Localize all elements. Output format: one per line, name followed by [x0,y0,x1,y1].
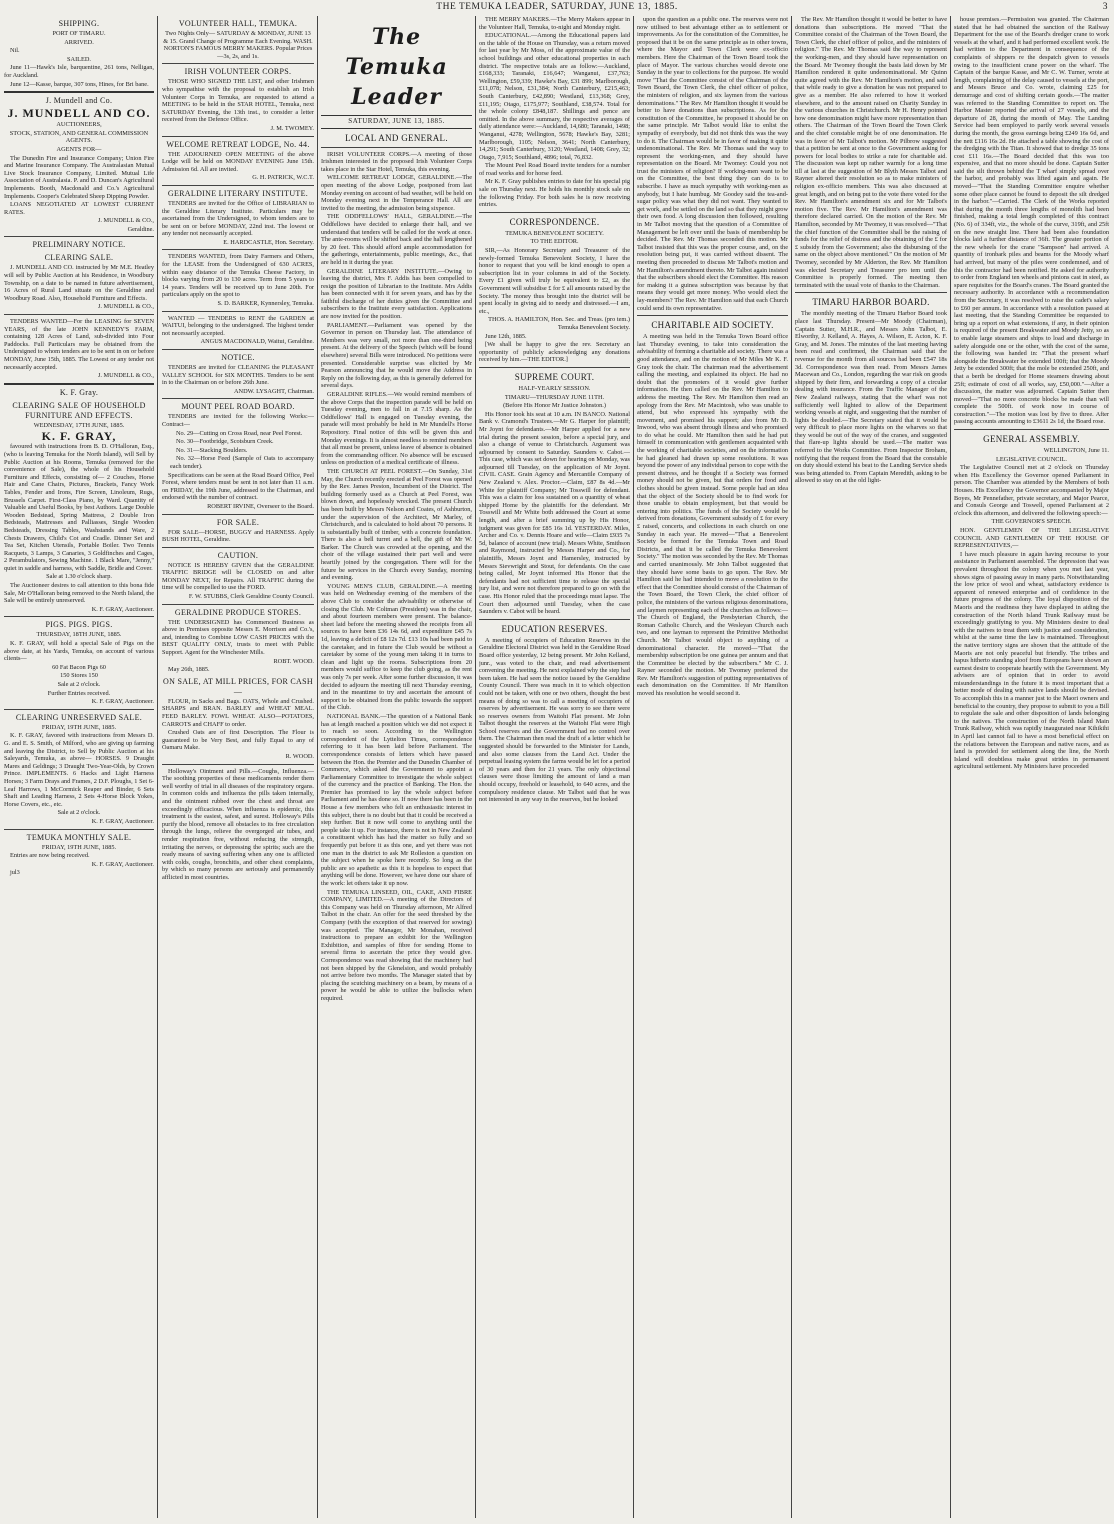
divider [162,136,314,137]
column-rule [633,16,634,1518]
advert-heading: GERALDINE LITERARY INSTITUTE. [167,188,309,198]
column-5 [637,16,788,1518]
advert-subline: STOCK, STATION, AND GENERAL COMMISSION AGENTS. [9,129,149,145]
sailed-entry: June 11—Hawk's Isle, barquentine, 261 tons, Nelligan, for Auckland. [4,64,154,79]
dateline: WELLINGTON, June 11. [1043,447,1109,455]
advert-heading: MOUNT PEEL ROAD BOARD. [181,402,295,412]
divider [637,315,788,316]
running-header [0,0,1114,14]
advert-text: TENDERS are invited for the Office of LIBRARIAN to the Geraldine Literary Institute. Particulars may be ascertained from the Undersigned, to whom tenders are to be sent on or before MONDAY, 22nd inst. The lowest or any tender not necessarily accepted. [162,199,314,238]
news-paragraph: The Mount Peel Road Board invite tenders for a number of road works and for horse feed. [479,162,630,177]
advert-heading: GERALDINE PRODUCE STORES. [174,607,302,617]
advert-date: May 26th, 1885. [168,666,210,674]
section-heading: CORRESPONDENCE. [509,216,600,227]
divider [479,367,630,368]
signature: S. D. BARKER, Kynnersley, Temuka. [217,300,314,308]
signature: K. F. GRAY, Auctioneer. [91,817,154,825]
loans-text: LOANS NEGOTIATED AT LOWEST CURRENT RATES. [4,201,154,216]
sale-text: K. F. GRAY, favored with instructions from Messrs D. G. and E. S. Smith, of Milford, who are giving up farming and leaving the District, to Sell by Public Auction at his Saleyards, Temuka, as above— HORSES. 9 Draught Mares and Geldings; 3 Draught Two-Year-Olds, by Crown Prince. IMPLEMENTS. 6 Hacks and Light Harness Horses; 3 Farm Drays and Frames, 2 D.F. Ploughs, 1 Set 6-Leaf Harrows, 1 McCormick Reaper and Binder, 6 Sets Shaft and Leading Harness, 2 Sets 4-Horse Block Yokes, Horse Covers, etc., etc. [4,732,154,808]
advert-display-name: J. MUNDELL AND CO. [7,106,151,121]
arrived-value: Nil. [10,47,20,55]
section-heading: LOCAL AND GENERAL. [345,132,448,143]
court-subheading: HALF-YEARLY SESSION. [518,384,591,392]
letter-to: TO THE EDITOR. [530,238,579,246]
news-paragraph: EDUCATIONAL.—Among the Educational papers laid on the table of the House on Thursday, was a return moved for last year by Mr Moss, of the approximate value of the school buildings and other educational properties in each district. The respective totals are as follow:—Auckland, £168,333; Taranaki, £16,647; Wanganui, £37,763; Wellington, £59,339; Hawke's Bay, £31 899; Marlborough, £11,078; Nelson, £31,384; North Canterbury, £215,463; South Canterbury, £42,890; Westland, £13,368; Grey, £11,195; Otago, £175,977; Southland, £38,574. Total for the whole colony £848,187. Shillings and pence are omitted. In the above summary, the respective averages of daily attendance were:—Auckland, 14,680; Taranaki, 1498; Wanganui, 4278; Wellington, 5678; Hawke's Bay, 3281; Marlborough, 1105; Nelson, 3641; North Canterbury, 14,291; South Canterbury, 3120; Westland, 1408; Grey, 32; Otago, 7,915; Southland, 4896; total, 76,832. [479,32,630,161]
signature: ANGUS MACDONALD, Waitui, Geraldine. [200,338,314,346]
signature: J. MUNDELL & CO., [97,217,154,225]
news-paragraph: GERALDINE RIFLES.—We would remind members of the above Corps that the inspection parade will be held on Tuesday evening, men to fall in at 7.15 sharp. As the Oddfellows' Hall is engaged on Tuesday evening, the parade will most probably be held in Mr Mundell's Horse Repository. Final notice of this will be given this and Monday evenings. It is almost needless to remind members that all must be present, unless leave of absence is obtained from the commanding officer. No absence will be excused unless on production of a medical certificate of illness. [321,391,472,467]
speech-salutation: HON. GENTLEMEN OF THE LEGISLATIVE COUNCIL AND GENTLEMEN OF THE HOUSE OF REPRESENTATIVES,— [954,527,1109,550]
local-news-list [321,151,472,1003]
sale-row: 150 Stores 150 [60,672,98,680]
contract-item: No. 31—Stacking Boulders. [176,446,248,454]
news-paragraph: IRISH VOLUNTEER CORPS.—A meeting of those Irishmen interested in the proposed Irish Volunteer Corps takes place in the Star Hotel, Temuka, this evening. [321,150,472,173]
advert-text: NOTICE IS HEREBY GIVEN that the GERALDINE TRAFFIC BRIDGE will be CLOSED on and after MONDAY NEXT, for Repairs. All TRAFFIC during the time will be compelled to use the FORD. [162,561,314,592]
news-paragraph: Mr K. F. Gray publishes entries to date for his special pig sale on Thursday next. He holds his monthly stock sale on the following Friday. For both sales he is now receiving entries. [479,178,630,209]
court-before: (Before His Honor Mr Justice Johnston.) [503,402,606,410]
divider [162,185,314,186]
agents-for: AGENTS FOR— [56,145,102,153]
local-news-list [479,16,630,209]
advert-subline: AUCTIONEERS, [56,121,102,129]
article-text: upon the question as a public one. The reserves were not now utilised to best advantage either as to settlement or improvements. As for the constitution of the Committee, he proposed that it be on the same principle as in other towns, where the Mayor and Town Clerk were ex-officio members. Here the Chairman of the Town Board took the place of Mayor. The various churches would devote one Sunday in the year to collections for the purpose. He would move "That the Committee consist of the Chairman of the Town Board, the Town Clerk, the chief officer of police, the ministers of religion, and six laymen from the various denominations." The Rev. Mr Hamilton thought it would be better to have donations than subscriptions. As for the constitution of the Committee, he proposed it should be on the same principle. Mr Talbot would like to enlist the sympathy of everybody, but did not think this was the way to do it. The Chairman would be in favor of making it quite undenominational. The Rev. Mr Thomas said the way to represent the working-men, and they should have representation on the Board. Mr Twomey: Could you not trust the ministers of religion? If working-men want to be on the Committee, the best thing they can do is to subscribe. I have as much sympathy with working-men as anybody, but I hate humbug. Mr Goodey said the tea-and-sugar policy was what they did not want. They wanted to get work, and be settled on the land so that they might grow their own food. A long discussion then followed, resulting in Mr Talbot moving that the question of a Committee of Management be left over until the basis of membership be decided. The Rev. Mr Thomas seconded this motion. Mr Talbot insisted that this was the proper course, and, on the resolution being put, it was carried without dissent. The meeting then proceeded to discuss Mr Talbot's motion and Mr Hamilton's amendment thereto. Mr Talbot again insisted that the subscribers should elect the Committee. His reason for making it a guinea subscription was because by that means they would get more money. Who would elect the lay-members? The Rev. Mr Hamilton said that each Church could send its own representative. [637,16,788,312]
tenders-text: TENDERS WANTED—For the LEASING for SEVEN YEARS, of the late JOHN KENNEDY'S FARM, containing 128 Acres of Land, sub-divided into Four Paddocks. Full Particulars may be obtained from the Undersigned to whom tenders are to be sent in on or before MONDAY, June 15th, 1885. The Lowest or any tender not necessarily accepted. [4,318,154,371]
sale-text: Entries are now being received. [10,852,90,860]
divider [321,147,472,148]
article-text: The Rev. Mr Hamilton thought it would be better to have donations than subscriptions. He moved "That the Committee consist of the Chairman of the Town Board, the Town Clerk, the chief officer of police, and the ministers of religion." The Rev. Mr Thomas said the way to represent the working-men, and they should have representation on the Board. Mr Twomey thought the basis laid down by Mr Hamilton rendered it quite undenominational. Mr Quinn quite agreed with the Rev. Mr Hamilton's motion, and said that while ready to give a donation he was not prepared to give as a member. He also referred to how it worked elsewhere, and to the amount raised on Charity Sunday in the various churches in Christchurch. Mr H. Henry pointed how one denomination might have more representation than others. The Chairman of the Town Board the Town Clerk and the chief constable might be of one denomination. He was in favor of Mr Talbot's motion. Mr Pilbrow suggested that a petition be sent at once to the Government asking for powers for local bodies to strike a rate for charitable aid. The discussion was kept up rather warmly for a long time till at last at the suggestion of Mr Blyth Messrs Talbot and Rayner altered their resolution so as to make ministers of religion ex-officio members. This was also discussed at great length, and on being put to the vote there voted for the Rev. Mr Hamilton's amendment six and for Mr Talbot's motion five. The Rev. Mr Hamilton's amendment was therefore declared carried. On the motion of the Rev. Mr Hamilton, seconded by Mr Twomey, it was resolved—"That the chief function of the Committee shall be the raising of funds for the relief of distress and the obtaining of the £ for £ subsidy from the Government; also the disbursing of the same on the object above mentioned." On the motion of Mr Twomey, seconded by Mr Alderton, the Rev. Mr Hamilton was elected Secretary and Treasurer pro tem until the Committee is properly formed. The meeting then terminated with the usual vote of thanks to the Chairman. [795,16,947,289]
advert-text: THE UNDERSIGNED has Commenced Business as above in Premises opposite Messrs E. Morrison and Co.'s, and, intending to Combine LOW CASH PRICES with the BEST QUALITY ONLY, trusts to meet with Public Support. Agent for the Winchester Mills. [162,618,314,657]
article-text: I have much pleasure in again having recourse to your assistance in Parliament assembled. The depression that was prevalent throughout the colony when you met last year, shows signs of passing away in many parts. Notwithstanding the low price of wool and wheat, satisfactory evidence is apparent of renewed enterprise and of confidence in the future progress of the colony. The loyal disposition of the Maoris and the readiness they have displayed in aiding the construction of the North Island Trunk Railway must be exceedingly gratifying to you. My Ministers desire to deal with the natives to treat them with justice and consideration, whilst at the same time the law is maintained. Throughout the native territory signs are shown that the attitude of the Maoris are not only peaceful but friendly. The tribes and hapus hitherto standing aloof from Europeans have shown an earnest desire to cooperate heartily with the Government. My advisers are of opinion that in order to avoid misunderstandings in the future it is most important that a better mode of dealing with native lands should be devised. To accomplish this in a manner just to the Maori owners and beneficial to the country, they propose to submit to you a Bill to regulate the sale and other disposition of lands belonging to the natives. The construction of the North Island Main Trunk Railway, which was rapidly inaugurated near Kihikihi in April last cannot fail to have a most beneficial effect on the relations between the European and native races, and as land is provided for settlement along the line, the North Island will doubtless make great strides in permanent agricultural settlement. My Ministers have proceeded [954,550,1109,771]
sale-date: THURSDAY, 18TH JUNE, 1885. [36,631,122,639]
divider [4,829,154,830]
divider [4,616,154,617]
signature: E. HARDCASTLE, Hon. Secretary. [223,238,314,246]
news-paragraph: THE ODDFELLOWS' HALL, GERALDINE.—The Oddfellows have decided to enlarge their hall, and we understand that tenders will be called for the work at once. The ante-rooms will be shifted back and the hall lengthened by 20 feet. This should afford ample accommodation for the gatherings, entertainments, public meetings, &c., that are held in it during the year. [321,213,472,266]
column-1 [4,16,154,1518]
advert-text: TENDERS WANTED, from Dairy Farmers and Others, for the LEASE from the Undersigned of 630 ACRES, within easy distance of the Temuka Cheese Factory, in blocks varying from 20 to 130 acres. Term from 5 years to 14 years. Tenders will be received up to June 20th. For particulars apply on the spot to [162,253,314,299]
advert-heading: J. Mundell and Co. [45,96,113,106]
advert-text: TENDERS are invited for CLEANING the PLEASANT VALLEY SCHOOL for SIX MONTHS. Tenders to be sent in to the Chairman on or before 26th June. [162,364,314,387]
signature: THOS. A. HAMILTON, Hon. Sec. and Treas. (pro tem.) Temuka Benevolent Society. [488,316,630,331]
column-4 [479,16,630,1518]
page-number: 3 [1102,2,1108,12]
sale-heading: TEMUKA MONTHLY SALE. [26,832,132,842]
divider [4,383,154,385]
signature: G. H. PATRICK, W.C.T. [252,174,314,182]
section-heading: CHARITABLE AID SOCIETY. [651,320,774,331]
divider [795,292,947,293]
contract-item: No. 29—Cutting on Cross Road, near Peel Forest. [176,429,303,437]
news-paragraph: NATIONAL BANK.—The question of a National Bank has at length reached a position which we did not expect it to reach so soon. According to the Wellington correspondent of the Lyttelton Times, correspondence referring to it has been laid before Parliament. The correspondence consists of letters which have passed between the Hon. the Premier and the Dunedin Chamber of Commerce, which asked the Government to appoint a Parliamentary Committee to investigate the whole subject of the currency and the practice of Banking. The Hon. the Premier has promised to lay the whole subject before Parliament and he has done so. If now there has been in the House a few members who felt an enthusiastic interest in this subject, there is no doubt but that it could be received a step further. But it now will come to anything until the people take it up. For instance, there is not in New Zealand a constituent which has had the matter so fully and so frequently put before it as this one, and yet there was not one man in the district to ask Mr Rolleston a question on the subject when he spoke here recently. So long as the public are so apathetic as this it is hopeless to expect that anything will be done. However, we have done our share of the work: let others take it up now. [321,712,472,887]
contract-item: No. 30—Footbridge, Scotsburn Creek. [176,438,274,446]
signature: F. W. STUBBS, Clerk Geraldine County Council. [188,593,314,601]
editor-note: [We shall be happy to give the rev. Secretary an opportunity of publicly acknowledging any donations received by him.—THE EDITOR.] [479,341,630,364]
arrived-label: ARRIVED. [64,38,94,46]
sale-time: Sale at 2 o'clock. [57,809,101,817]
advert-list: FLOUR, in Sacks and Bags. OATS, Whole and Crushed. SHARPS and BRAN. BARLEY and WHEAT MEAL. FEED BARLEY. FOWL WHEAT. ALSO—POTATOES, CARROTS and CHAFF to order. [162,697,314,728]
advert-text: Holloway's Ointment and Pills.—Coughs, Influenza.—The soothing properties of these medicaments render them well worthy of trial in all diseases of the respiratory organs. In common colds and influenza the pills taken internally, and the ointment rubbed over the chest and throat are exceedingly efficacious. When influenza is epidemic, this treatment is the easiest, safest, and surest. Holloway's Pills purify the blood, remove all obstacles to its free circulation through the lungs, relieve the overgorged air tubes, and render respiration free, without reducing the strength, irritating the nerves, or depressing the spirits; such are the ready means of saving suffering when any one is afflicted with colds, coughs, bronchitis, and other chest complaints, by which so many persons are seriously and permanently afflicted in most countries. [162,767,314,881]
news-paragraph: YOUNG MEN'S CLUB, GERALDINE.—A meeting was held on Wednesday evening of the members of the above Club to consider the advisability or otherwise of closing the Club. Mr Coltman (President) was in the chair, and about fourteen members were present. The balance-sheet laid before the meeting showed the receipts from all sources to have been £36 14s 6d, and expenditure £45 7s 1d, leaving a deficit of £8 12s 7d. £13 10s had been paid to the caretaker, and in future the Club would be without a caretaker by some of the young men taking it in turns to clean and light up the rooms. Subscriptions from 20 members would suffice to keep the club going, as the rent was only 7s per week. After some further discussion, it was decided to adjourn the meeting till next Thursday evening, and in the meantime to try and ascertain the amount of support to be obtained from the public towards the support of the Club. [321,582,472,712]
divider [4,236,154,237]
signature: J. M. TWOMEY. [270,124,314,132]
divider [162,349,314,350]
column-rule [475,16,476,1518]
court-text: His Honor took his seat at 10 a.m. IN BANCO. National Bank v. Cramond's Trustees.—Mr G. Harper for plaintiff; Mr Joynt for defendants.—Mr Harper applied for a new trial during the present session, before a special jury, and also a change of venue to Christchurch. Argument was adjourned by consent to Saturday. Saunders v. Cabot.—This case, which was set down for hearing on Monday, was adjourned till Tuesday, on the application of Mr Joynt. CIVIL CASE. Grain Agency and Mercantile Company of New Zealand v. Alex. Proctor.—Claim, £87 8s 4d.—Mr White for plaintiff Company; Mr Tosswill for defendant. This was a claim for loss sustained on a quantity of wheat shipped Home by the plaintiffs for the defendant. Mr Tosswill and Mr White both addressed the Court at some length, and after a brief summing up by His Honor, judgment was given for £85 16s 1d. YESTERDAY. Miles, Archer and Co. v. Dennis Hoare and wife—Claim £935 7s 5d, balance of account (new trial). Messrs White, Smithson and Raymond, instructed by Messrs Harper and Co., for plaintiffs, Messrs Joynt and Hamersley, instructed by Messrs Sievwright and Stout, for defendants. On the case being called, Mr Joynt informed His Honor that the defendants had not sufficient time to release the special jury list, and were not therefore prepared to go on with the case. His Honor ruled that the proceedings must lapse. The Court then adjourned until Tuesday, when the case Saunders v. Cabot will be heard. [479,410,630,616]
signature: J. MUNDELL & CO., [97,372,154,380]
news-paragraph: GERALDINE LITERARY INSTITUTE.—Owing to leaving the district, Mrs F. Addis has been compelled to resign the position of Librarian to the Institute. Mrs Addis has been connected with it for seven years, and has by the faithful discharge of her duties given the Committee and subscribers to the Institute every satisfaction. Applications are now invited for the position. [321,267,472,321]
advert-text: THE ADJOURNED OPEN MEETING of the above Lodge will be held on MONDAY EVENING June 15th. Admission 6d. All are invited. [162,150,314,173]
section-heading: EDUCATION RESERVES. [501,623,608,634]
signature: ANDW. LYSAGHT, Chairman. [234,387,314,395]
court-date: TIMARU—THURSDAY JUNE 11TH. [504,393,605,401]
contract-item: No. 32—Horse Feed (Sample of Oats to accompany each tender). [170,455,314,470]
signature: K. F. GRAY, Auctioneer. [91,605,154,613]
advert-text: THOSE WHO SIGNED THE LIST, and other Irishmen who sympathise with the proposal to establish an Irish Volunteer Corps in Temuka, are requested to attend a MEETING to be held in the STAR HOTEL, Temuka, next SATURDAY Evening, the 13th inst., to consider a letter received from the Defence Office. [162,78,314,124]
advert-heading: K. F. Gray. [59,387,99,397]
agents-text: The Dunedin Fire and Insurance Company; Union Fire and Marine Insurance Company. The Australasian Mutual Live Stock Insurance Company, Limited. Mutual Life Association of Australasia. P. and D. Duncan's Agricultural Implements. Booth, Macdonald and Co.'s Agricultural Implements. Cooper's Celebrated Sheep Dipping Powder. [4,154,154,200]
issue-date: SATURDAY, JUNE 13, 1885. [321,115,472,129]
sale-heading: CLEARING UNRESERVED SALE. [15,712,143,722]
advert-text: TENDERS are invited for the following Works:— Contract— [162,413,314,428]
advert-text: Crushed Oats are of first Description. The Flour is guaranteed to be Very Best, and fully Equal to any of Oamaru Make. [162,729,314,752]
divider [162,547,314,548]
advert-heading: WELCOME RETREAT LODGE, No. 44. [166,139,310,149]
divider [162,764,314,765]
article-text: A meeting of occupiers of Education Reserves in the Geraldine Electoral District was held in the Geraldine Road Board office yesterday, 12 being present. Mr John Kelland, junr., was voted to the chair, and read advertisement convening the meeting. He next explained why the step had been taken. He had seen the notice issued by the Geraldine County Council. There was much in it to which objection could not be taken, with one or two others, thought the best means of doing so was to call a meeting of occupiers of reserves by advertisement. He was sorry to see there were so reserves owners from Waitohi Flat present. Mr John Talbot thought the reserves at the Waitohi Flat were High School reserves and the Government had no control over them. The Chairman then read the draft of a letter which he suggested should be forwarded to the Minister for Lands, and also some clauses from the Land Act. Under the perpetual leasing system the farms would be let for a period of 30 years and then for 21 years. The only objectional clauses were those limiting the amount of land a man should occupy, freehold or leasehold, to 640 acres, and the compulsory residence clause. Mr Talbot said that he was not interested in any way in the reserves, but he looked [479,636,630,804]
column-2 [162,16,314,1518]
column-7 [954,16,1109,1518]
sale-heading: PIGS. PIGS. PIGS. [45,620,113,630]
advert-heading: IRISH VOLUNTEER CORPS. [184,67,292,77]
divider [162,514,314,515]
advert-text: WANTED — TENDERS to RENT the GARDEN at WAITUI, belonging to the undersigned. The highest tender not necessarily accepted. [162,314,314,337]
column-rule [317,16,318,1518]
signature: K. F. GRAY, Auctioneer. [91,698,154,706]
advert-heading: FOR SALE. [216,517,260,527]
advert-code: jul3 [10,869,20,877]
divider [162,398,314,399]
article-text: The Legislative Council met at 2 o'clock on Thursday when His Excellency the Governor opened Parliament in person. The Chamber was attended by the Members of both Houses. His Excellency the Governor accompanied by Major Boyes, Mr Pennefather, private secretary, and Major Pearce, and Consuls George and Toswell, opened Parliament at 2 o'clock this afternoon, and delivered the following speech:— [954,464,1109,517]
advert-heading: VOLUNTEER HALL, TEMUKA. [178,19,298,28]
article-text: house premises.—Permission was granted. The Chairman stated that he had obtained the sanction of the Railway Department for the use of the Board's dredger crane to work vessels at the wharf, and it had performed excellent work. He had written to the Department in consequence of the complaints of shippers re the despatch given to vessels owing to the insufficient crane power on the wharf. The Captain of the barque Kasse, and Mr C. W. Turner, wrote at length, complaining of the delay caused to vessels at the port, and Messrs Bruce and Co. wrote, claiming £25 for demurrage and cost of shifting certain goods.—The matter was referred to the Standing Committee to report on. The Harbor Master reported the arrival of 27 vessels, and the departure of 28, during the month of May. The Landing Service had been employed to partly work several vessels during the month, the gross earnings being £249 16s 6d, and the nett £116 16s 2d. He attached a table showing the cost of the dredging with the Titan. It showed that to dredge 35 tons cost £11 16s.—The Board decided that this was too expensive, and that no more should be done. Captain Sutter said the silt thrown behind the T wharf simply spread over the harbor, and probably was lifted again and again. He moved—"That the Standing Committee enquire whether some other place cannot be found to deposit the silt dredged in the harbor."—Carried. The Clerk of the Works reported that during the month three lengths of monolith had been finished, making a total length completed of this contract (No. 6) of 334ft, viz., the whole of the curve, 319ft, and 25ft on the new straight line. There had been also foundation blocks laid a further distance of 36ft. The greater portion of the new wheels for the crane "Sampson" had arrived. A quantity of ironbark piles and beams for the Moody wharf had arrived, but many of the piles were condemned, and of this the contractor had been notified. He asked for authority to order from England ten wheels and pinions cast in steel, as spare requisites for the Board's cranes. The Board granted the necessary authority. In accordance with a recommendation from the Secretary, it was resolved to raise the cadet's salary to £60 per annum. In accordance with a resolution passed at last meeting, that the Standing Committee be requested to bring up a report on what extensions, if any, in their opinion is required of the present Breakwater and Moody Jetty, so as to enable large steamers and ships to load and discharge in safety alongside one or the other, with the cost of the same, the following was handed in: "That the present wharf alongside the Breakwater be extended 100ft; that the Moody Jetty be extended 300ft; that the mole be extended 250ft, and that a berth be dredged for Home steamers drawing about 25ft; estimate of cost of all works, say, £50,000."—After a discussion, the matter was adjourned. Captain Sutter then moved—"That no more concrete blocks be made than will complete the 500ft. of work now in course of construction."—The motion was lost by five to three. After passing accounts amounting to £3611 2s 1d, the Board rose. [954,16,1109,426]
clearing-text: J. MUNDELL AND CO. instructed by Mr M.E. Heatley will sell by Public Auction at his Residence, in Woodbury Township, on a date to be named in future advertisement, 16 Acres of Rural Land situate on the Geraldine and Woodbury Road. Also, Household Furniture and Effects. [4,264,154,302]
divider [4,314,154,315]
news-paragraph: WELCOME RETREAT LODGE, GERALDINE.—The open meeting of the above Lodge, postponed from last Monday evening on account of bad weather, will be held on Monday evening next in the Temperance Hall. All are invited to the meeting, the admission being sixpence. [321,174,472,212]
divider [162,311,314,312]
sale-text: K. F. GRAY, will hold a special Sale of Pigs on the above date, at his Yards, Temuka, on account of various clients— [4,640,154,663]
signature: K. F. GRAY, Auctioneer. [91,860,154,868]
sale-note: Further Entries received. [47,689,111,697]
sale-date: FRIDAY, 19TH JUNE, 1885. [41,843,117,851]
signature: ROBERT IRVINE, Overseer to the Board. [207,502,314,510]
news-paragraph: THE TEMUKA LINSEED, OIL, CAKE, AND FIBRE COMPANY, LIMITED.—A meeting of the Directors of this Company was held on Thursday afternoon, Mr Alfred Talbot in the chair. An offer for the seed threshed by the Company (with the exception of that reserved for sowing) was accepted. The Manager, Mr Monahan, received instructions to prepare an exhibit for the Wellington Exhibition, and samples of fibre for sending Home to several firms to ascertain the price they would give. Correspondence was read showing that the machinery had not been shipped by the Glenelsion, and would probably not arrive before two months. The Manager stated that by placing the scutching machinery on a beam, by means of a power he would be able to utilize the bullocks when required. [321,888,472,1002]
column-rule [791,16,792,1518]
divider [954,429,1109,430]
advert-text: Specifications can be seen at the Road Board Office, Peel Forest, where tenders must be sent in not later than 11 a.m. on FRIDAY, the 19th June, addressed to the Chairman, and endorsed with the number of contract. [162,471,314,502]
subheading: LEGISLATIVE COUNCIL. [995,455,1067,463]
article-text: The monthly meeting of the Timaru Harbor Board took place last Thursday. Present—Mr Moody (Chairman), Captain Sutter, M.H.R., and Messrs John Talbot, E. Elworthy, J. Kelland, A. Hayes, A. Wilson, E. Acton, K. F. Gray, and M. Jones. The minutes of the last meeting having been read and confirmed, the Chairman said that the revenue for the month from all sources had been £547 18s 3d. Correspondence was then read. From Messrs James Macewan and Co., London, regarding the war risk on goods shipped by their firm, and forwarding a copy of a circular dealing with insurance. From the Traffic Manager of the New Zealand railways, stating that the wharf was not sufficiently well lighted to allow of the Department working vessels at night, and suggesting that the number of lights be doubled.—The Secretary stated that it would be very difficult to place more lights on the wharves so that they would be out of the way of the cranes, and suggested that flare-up lights should be used.—The matter was referred to the Works Committee. From Inspector Broham, notifying that the request from the Board that the constable on duty should extend his beat to the Landing Service sheds was being attended to. From Captain Meredith, asking to be allowed to stay on at the old light- [795,310,947,485]
section-heading: GENERAL ASSEMBLY. [983,434,1080,445]
advert-display-name: K. F. GRAY, [41,429,117,444]
signature: J. MUNDELL & CO., [97,303,154,311]
advert-text: Two Nights Only— SATURDAY & MONDAY, JUNE 13 & 15. Grand Change of Programme Each Evening. WASH. NORTON'S FAMOUS MERRY MAKERS. Popular Prices—3s, 2s, and 1s. [163,30,313,60]
column-3 [321,16,472,1518]
column-6 [795,16,947,1518]
advert-heading: CAUTION. [217,550,259,560]
news-paragraph: PARLIAMENT.—Parliament was opened by the Governor in person on Thursday last. The attendance of Members was very small, not more than one-third being present. At the delivery of the Speech (which will be found elsewhere) several Bills were introduced. No petitions were presented. Considerable surprise was elicited by Mr Pearson announcing that he would move the Address in Reply on the following day, as this is generally deferred for several days. [321,321,472,390]
article-text: A meeting was held in the Temuka Town Board office last Thursday evening, to take into consideration the advisability of forming a charitable aid society. There was a good attendance, and on the motion of Mr Miles Mr K. F. Gray took the chair. The chairman read the advertisement calling the meeting, and explained its object. He had no doubt that the promoters of it would give further information. He then called on the Rev. Mr Hamilton to address the meeting. The Rev. Mr Hamilton then read an apology from the Rev. Mr Macintosh, who was unable to attend, but who expressed his sympathy with the movement, and promised his support; also from Mr D. Inwood, who was absent through illness and who promised to do what he could. Mr Hamilton then said he had put himself in communication with gentlemen acquainted with the working of charitable societies, and on the information he had gleaned had drawn up some resolutions. It was beyond the power of any individual person to cope with the present distress, and he thought if a Society was formed money should not be given, but that orders for food and clothes should be given instead. Some people had an idea that the object of the Society should be to find work for those unable to obtain employment, but that would be entering into politics. The funds of the Society would be derived from donations, Government subsidy of £ for every £ raised, concerts, and collections in each church on one Sunday in each year. He moved—"That a Benevolent Society be formed for the Temuka Town and Road Districts, and that it be called the Temuka Benevolent Society." The motion was seconded by the Rev. Mr Thomas and carried unanimously. Mr John Talbot suggested that they should have some basis to go upon. The Rev. Mr Hamilton said he had intended to move a resolution to the effect that the Committee should consist of the Chairman of the Town Board, the Town Clerk, the chief officer of police, the ministers of the various religious denominations, and laymen representing each of the churches as follows:—The Church of England, the Presbyterian Church, the Roman Catholic Church, and the Wesleyan Church each two, and one layman to represent the Primitive Methodist Church. Mr Talbot would object to anything of a denominational character. He moved—"That the membership subscription be one guinea per annum and that the Committee be elected by the subscribers." Mr C. J. Rayner seconded the motion. Mr Twomey preferred the Rev. Mr Hamilton's suggestion of putting representatives of each denomination on the Committee. If Mr Hamilton moved his resolution he would second it. [637,333,788,698]
running-title: THE TEMUKA LEADER, SATURDAY, JUNE 13, 1885. [436,2,678,12]
sale-date: WEDNESDAY, 17TH JUNE, 1885. [33,421,125,429]
shipping-heading: SHIPPING. [58,19,100,28]
notice-heading: CLEARING SALE. [44,253,114,263]
letter-heading: TEMUKA BENEVOLENT SOCIETY. [505,229,604,237]
section-heading: TIMARU HARBOR BOARD. [812,297,930,308]
column-rule [950,16,951,1518]
divider [479,212,630,213]
column-rule [157,16,158,1518]
advert-heading: ON SALE, AT MILL PRICES, FOR CASH— [163,676,313,696]
sale-text: favoured with instructions from B. D. O'Halloran, Esq., (who is leaving Temuka for the North Island), will Sell by Public Auction at his Rooms, Temuka (removed for the convenience of Sale), the whole of his Household Furniture and Effects, consisting of— 2 Couches, Horse Hair and Cane Chairs, Pictures, Brackets, Fancy Work Tables, Fender and Irons, Fire Screen, Linoleum, Rugs, Brussels Carpet. First-Class Piano, by Ward. Quantity of Valuable and Useful Books, by best Authors. Large Double Wooden Bedstead, Spring Mattress, 2 Double Iron Bedsteads, Mattresses and Palliasses, Single Wooden Bedsteads, Dressing Tables, Washstands and Ware, 2 Chests Drawers, Child's Cot and Cradle. Dinner Set and Tea Set, Kitchen Utensils, Portable Boiler. Two Tennis Racquets, 3 Lamps, 3 Canaries, 3 Goldfinches and Cages, 2 Perambulators, Sewing Machine. 1 Black Mare, "Jenny," quiet in saddle and harness, with Saddle, Bridle and Cover. [4,443,154,572]
section-heading: SUPREME COURT. [514,371,595,382]
signature: ROBT. WOOD. [273,657,314,665]
signature: R. WOOD. [285,752,314,760]
divider [162,604,314,605]
sale-time: Sale at 1.30 o'clock sharp. [46,573,112,581]
advert-text: FOR SALE—HORSE, BUGGY and HARNESS. Apply BUSH HOTEL, Geraldine. [162,528,314,544]
sale-date: FRIDAY, 19TH JUNE, 1885. [41,723,117,731]
sale-time: Sale at 2 o'clock. [57,681,101,688]
letter-date: June 12th, 1885. [485,332,527,340]
subheading: THE GOVERNOR'S SPEECH. [991,518,1072,526]
sale-heading: CLEARING SALE OF HOUSEHOLD FURNITURE AND EFFECTS. [12,400,146,420]
news-paragraph: THE CHURCH AT PEEL FOREST.—On Sunday, 31st May, the Church recently erected at Peel Forest was opened by the Rev. James Preston, Incumbent of the District. The building formerly used as a Church at Peel Forest, was blown down, and hopelessly wrecked. The present Church has been built by Messrs Nelson and Coates, of Ashburton, under the supervision of the Architect, Mr Marley, of Christchurch, and is calculated to hold about 70 persons. It is substantially built of timber, with a concrete foundation. There is also a bell turret and a bell, the gift of Mr W. Barker. The Church was crowded at the opening, and the choir of the village sustained their part well and were heartily joined by the congregation. There will for the future be services in the Church every Sunday, morning and evening. [321,467,472,582]
sailed-entry: June 12—Kasse, barque, 307 tons, Hines, for Bri bane. [10,80,149,88]
masthead: The Temuka Leader [345,24,448,110]
news-paragraph: THE MERRY MAKERS.—The Merry Makers appear in the Volunteer Hall, Temuka, to-night and Monday night. [479,16,630,31]
advert-heading: NOTICE. [221,353,255,362]
letter-text: SIR,—As Honorary Secretary and Treasurer of the newly-formed Temuka Benevolent Society, I have the honor to request that you will be kind enough to open a subscription list in your columns in aid of the Society. Every £1 given will truly be equivalent to £2, as the Government will subsidise £ for £ all amounts raised by the Society. The money thus brought into the district will be spent locally in giving aid to needy and distressed.—I am, etc., [479,247,630,315]
notice-heading: PRELIMINARY NOTICE. [32,240,126,250]
sale-row: 60 Fat Bacon Pigs 60 [52,663,106,671]
sale-note: The Auctioneer desires to call attention to this bona fide Sale, Mr O'Halloran being removed to the North Island, the Sale will be entirely unreserved. [4,582,154,605]
divider [4,709,154,710]
divider [162,249,314,250]
divider [162,63,314,64]
divider [4,91,154,93]
port-line: PORT OF TIMARU. [52,30,106,37]
sailed-label: SAILED. [67,55,91,63]
divider [479,619,630,620]
signature-place: Geraldine. [127,225,154,233]
